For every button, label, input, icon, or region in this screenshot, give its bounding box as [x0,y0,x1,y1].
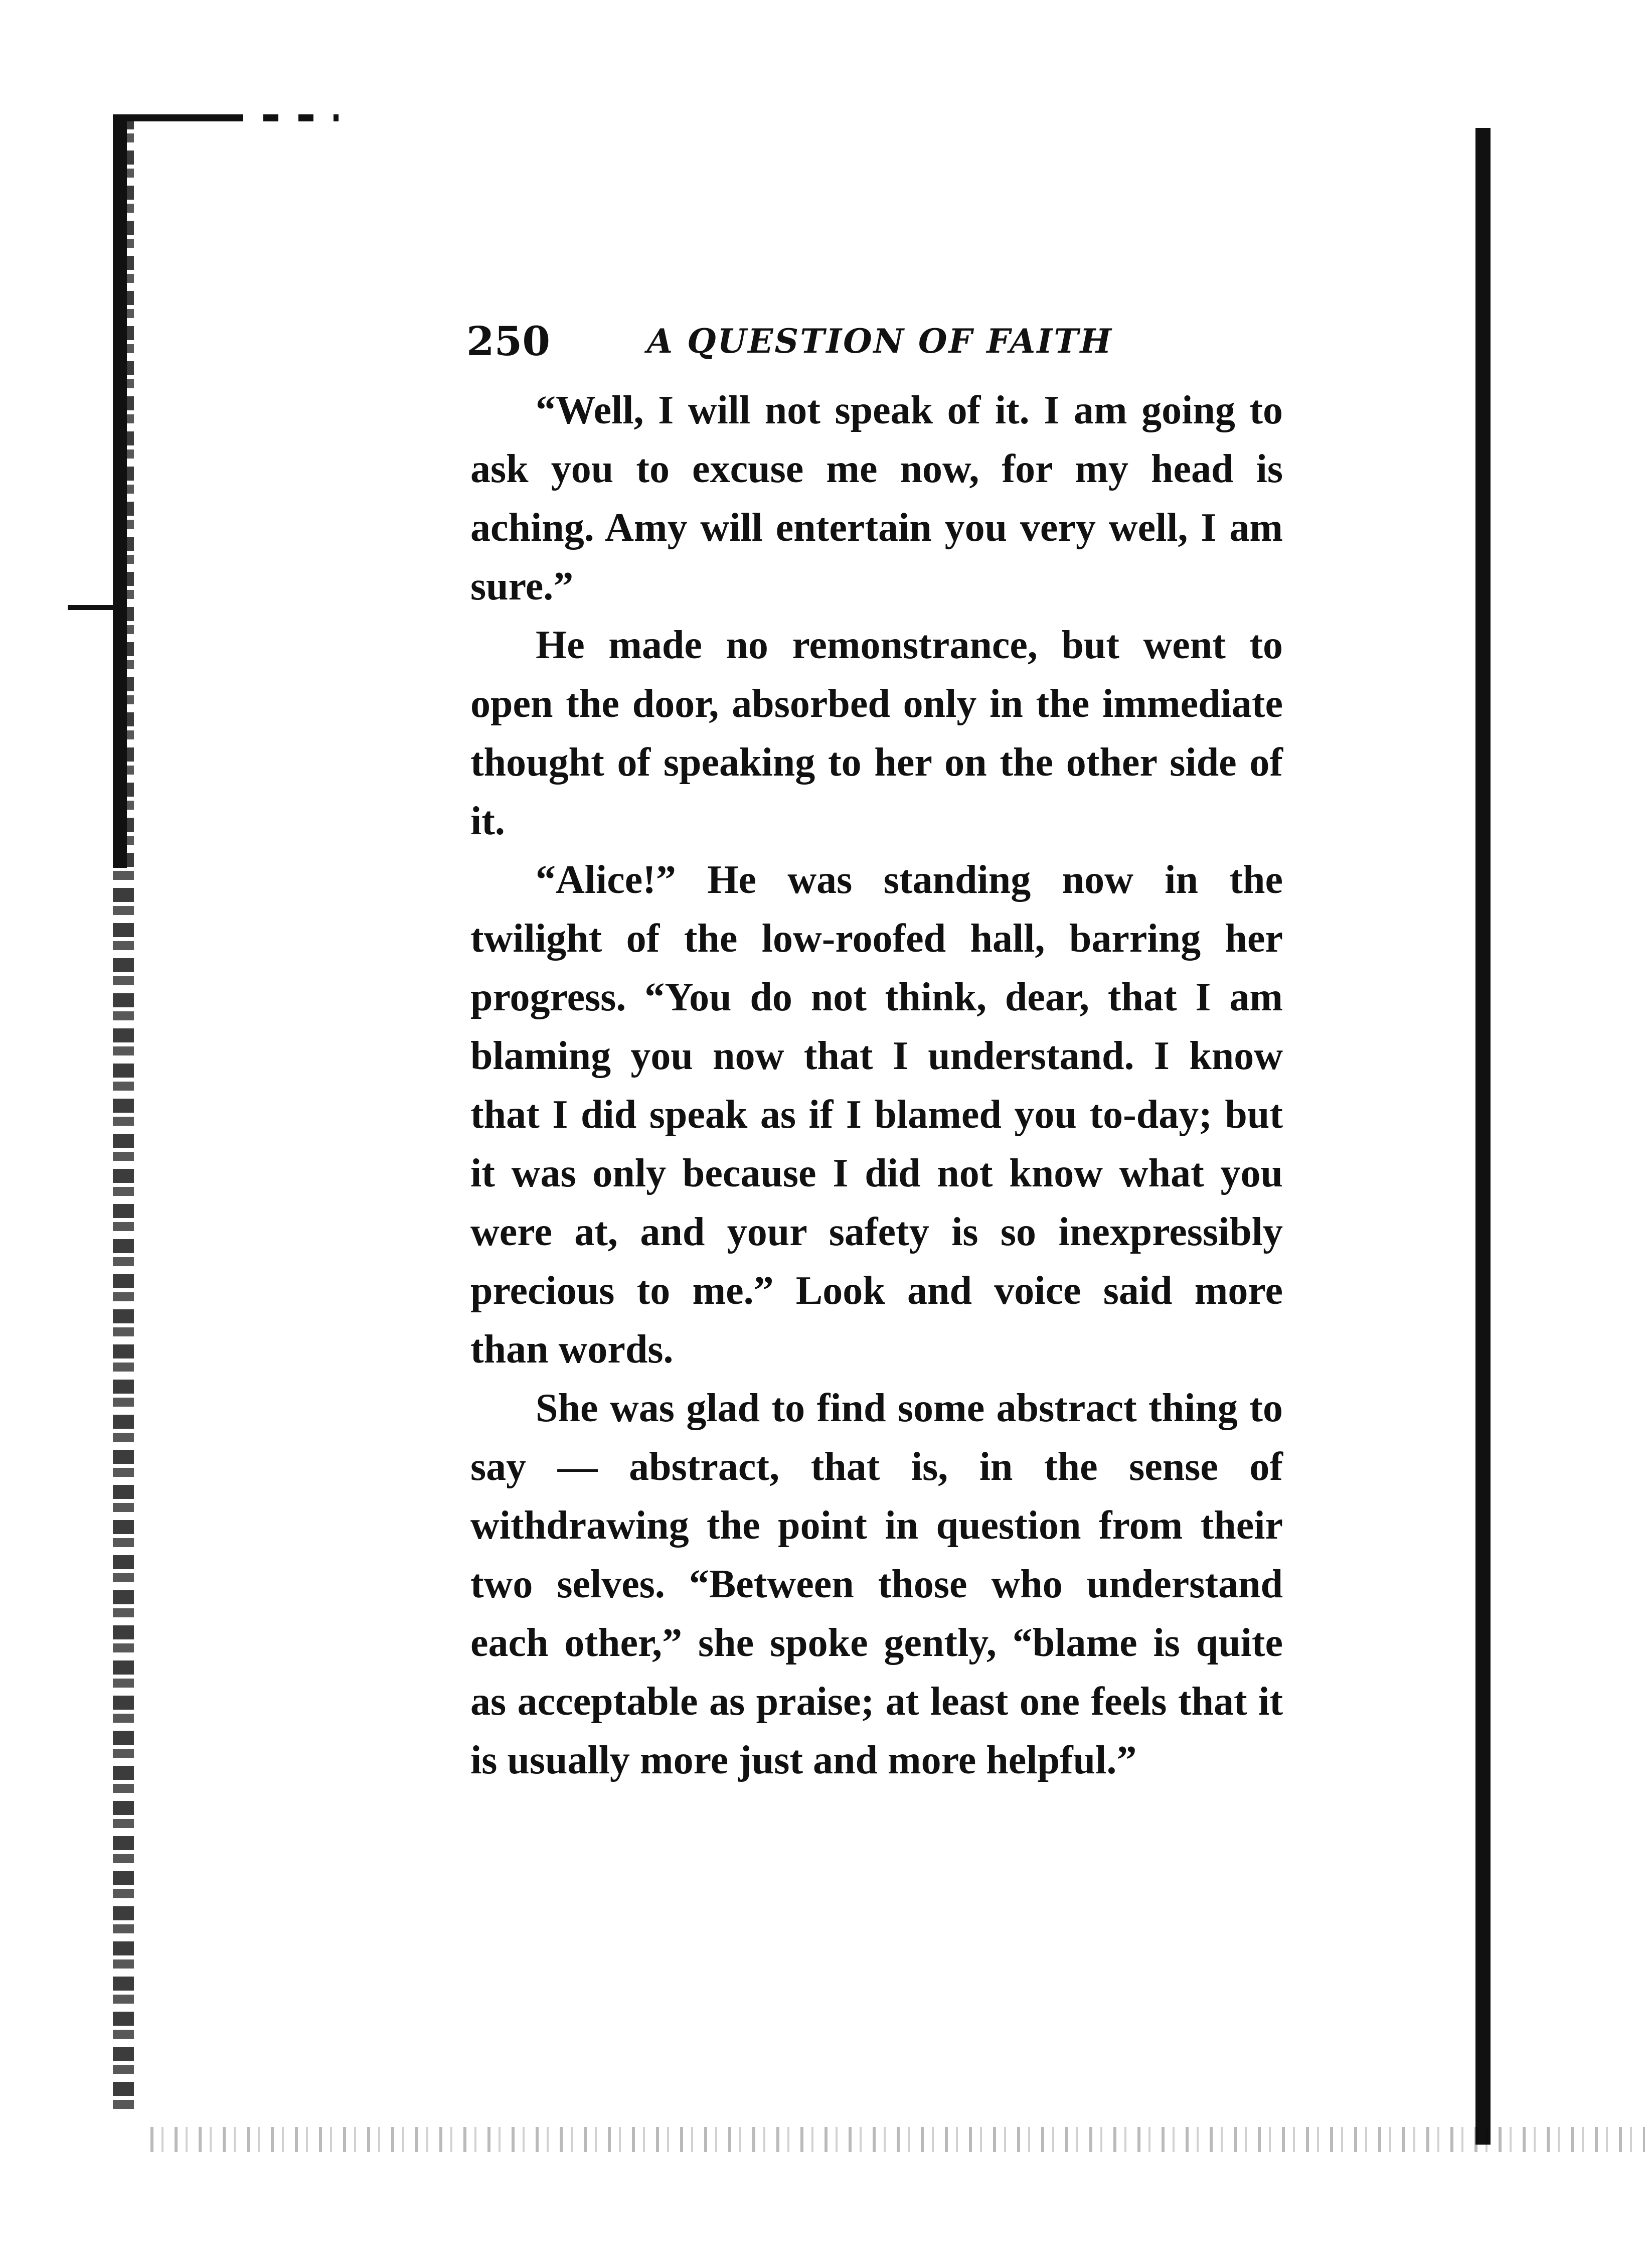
page-number: 250 [466,318,550,365]
body-text [470,381,1283,1790]
paragraph-4: She was glad to find some abstract thing to say — abstract, that is, in the sense of withdrawing the point in question from their two selves. “Between those who understand each other,” she spoke gently, “blame is quite as acceptable as praise; at least one feels that it is usually more just and more helpful.” [470,1386,1283,1782]
bottom-scan-noise [150,2127,1645,2152]
page-header [466,314,1279,369]
paragraph-2: He made no remonstrance, but went to open the door, absorbed only in the immediate thought of speaking to her on the other side of it. [470,623,1283,843]
paragraph-1: “Well, I will not speak of it. I am going to ask you to excuse me now, for my head is aching. Amy will entertain you very well, I am sure.” [470,388,1283,609]
paragraph-3: “Alice!” He was standing now in the twilight of the low-roofed hall, barring her progress. “You do not think, dear, that I am blaming you now that I understand. I know that I did speak as if I blamed you to-day; but it was only because I did not know what you were at, and your safety is so inexpressibly precious to me.” Look and voice said more than words. [470,858,1283,1372]
left-binding-shadow [113,115,127,868]
right-binding-edge [1475,128,1491,2145]
running-title: A QUESTION OF FAITH [647,322,1113,361]
left-margin-tick [68,605,115,610]
top-edge-mark [113,114,339,121]
